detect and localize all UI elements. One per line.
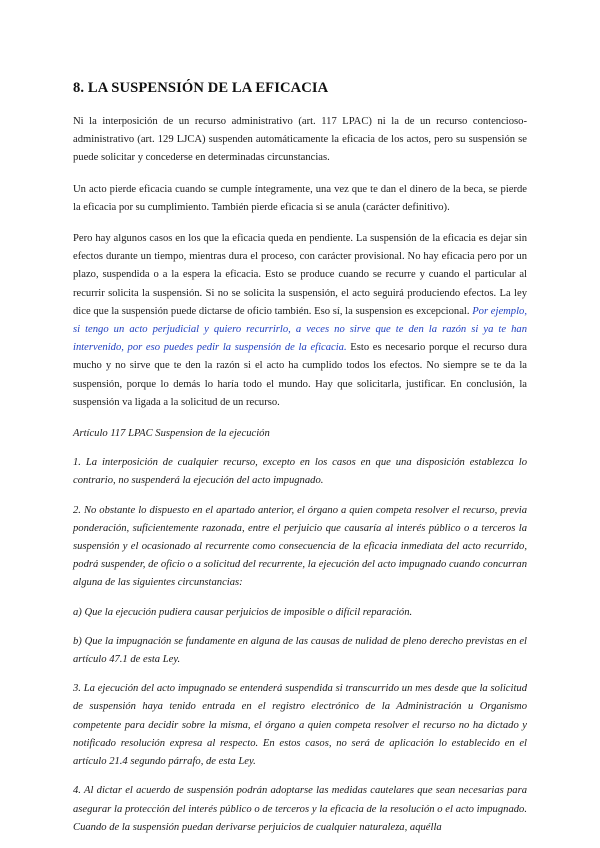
paragraph-suspension-conclusion: Esto es necesario porque el recurso dura mucho y no sirve que te den la razón si el acto ha cumplido todos los efectos. No siempre se te da la suspensión, porque lo demás lo haría todo el mundo. Hay que solicitarla, justificar. En conclusión, la suspensión va ligada a la solicitud de un recurso. — [73, 342, 527, 408]
section-title: 8. LA SUSPENSIÓN DE LA EFICACIA — [73, 80, 329, 96]
paragraph-intro: Ni la interposición de un recurso administrativo (art. 117 LPAC) ni la de un recurso contencioso-administrativo (art. 129 LJCA) suspenden automáticamente la eficacia de los actos, pero su suspensión se puede solicitar y concederse en determinadas circunstancias. — [73, 116, 527, 164]
article-item-3: 3. La ejecución del acto impugnado se entenderá suspendida si transcurrido un mes desde que la solicitud de suspensión haya tenido entrada en el registro electrónico de la Administración u Organismo competente para decidir sobre la misma, el órgano a quien competa resolver el recurso no ha dictado y notificado resolución expresa al respecto. En estos casos, no será de aplicación lo establecido en el artículo 21.4 segundo párrafo, de esta Ley. — [73, 683, 527, 768]
article-item-a: a) Que la ejecución pudiera causar perjuicios de imposible o difícil reparación. — [73, 606, 413, 618]
paragraph-suspension — [73, 230, 527, 412]
article-item-4: 4. Al dictar el acuerdo de suspensión podrán adoptarse las medidas cautelares que sean necesarias para asegurar la protección del interés público o de terceros y la eficacia de la resolución o el acto impugnado. Cuando de la suspensión puedan derivarse perjuicios de cualquier naturaleza, aquélla — [73, 785, 527, 833]
article-item-1: 1. La interposición de cualquier recurso, excepto en los casos en que una disposición establezca lo contrario, no suspenderá la ejecución del acto impugnado. — [73, 457, 527, 487]
paragraph-loss-of-efficacy: Un acto pierde eficacia cuando se cumple íntegramente, una vez que te dan el dinero de la beca, se pierde la eficacia por su cumplimiento. También pierde eficacia si se anula (carácter definitivo). — [73, 183, 527, 213]
paragraph-suspension-text: Pero hay algunos casos en los que la eficacia queda en pendiente. La suspensión de la eficacia es dejar sin efectos durante un tiempo, mientras dura el proceso, con carácter provisional. No hay eficacia pero por un plazo, suspendida o a la espera la eficacia. Esto se produce cuando se recurre y cuando el particular al recurrir solicita la suspensión. Si no se solicita la suspensión, el acto seguirá produciendo efectos. La ley dice que la suspensión puede dictarse de oficio también. Eso sí, la suspension es excepcional. — [73, 233, 527, 317]
example-highlight: Por ejemplo, si tengo un acto perjudicial y quiero recurrirlo, a veces no sirve que te den la razón si ya te han intervenido, por eso puedes pedir la suspensión de la eficacia. — [73, 305, 527, 354]
article-item-b: b) Que la impugnación se fundamente en alguna de las causas de nulidad de pleno derecho previstas en el artículo 47.1 de esta Ley. — [73, 635, 527, 666]
article-item-2: 2. No obstante lo dispuesto en el apartado anterior, el órgano a quien competa resolver el recurso, previa ponderación, suficientemente razonada, entre el perjuicio que causaría al interés público o a terceros la suspensión y el ocasionado al recurrente como consecuencia de la eficacia inmediata del acto recurrido, podrá suspender, de oficio o a solicitud del recurrente, la ejecución del acto impugnado cuando concurran alguna de las siguientes circunstancias: — [73, 504, 527, 589]
article-heading: Artículo 117 LPAC Suspension de la ejecución — [73, 428, 270, 440]
